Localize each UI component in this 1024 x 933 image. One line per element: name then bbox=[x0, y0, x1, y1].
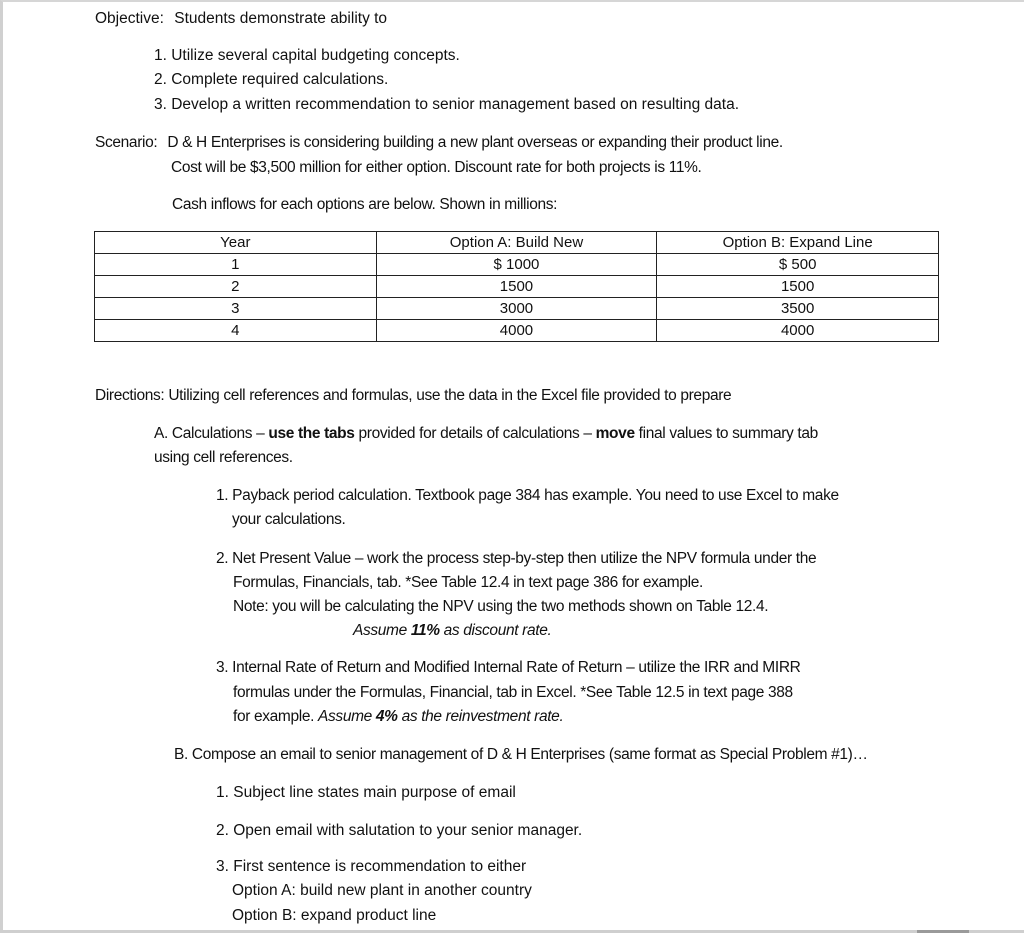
header-option-a: Option A: Build New bbox=[376, 232, 657, 254]
email-item-subject: 1. Subject line states main purpose of email bbox=[216, 784, 516, 801]
directions-a-mid: provided for details of calculations – bbox=[354, 425, 596, 442]
directions-a-line-1 bbox=[154, 425, 818, 443]
irr-line-3-pre: for example. bbox=[233, 708, 319, 725]
npv-item-line-3: Note: you will be calculating the NPV using the two methods shown on Table 12.4. bbox=[233, 598, 769, 615]
table-header-row bbox=[95, 232, 939, 254]
npv-discount-rate: 11% bbox=[410, 622, 440, 639]
header-option-b: Option B: Expand Line bbox=[657, 232, 939, 254]
npv-assume-line bbox=[353, 622, 551, 640]
year-cell: 2 bbox=[95, 276, 377, 298]
year-cell: 1 bbox=[95, 254, 377, 276]
directions-a-bold-tabs: use the tabs bbox=[268, 425, 355, 442]
directions-a-bold-move: move bbox=[595, 425, 635, 442]
cash-inflows-intro: Cash inflows for each options are below. Shown in millions: bbox=[172, 196, 558, 213]
scenario-line-2: Cost will be $3,500 million for either option. Discount rate for both projects is 11%. bbox=[171, 159, 702, 176]
irr-assume-pre: Assume bbox=[318, 708, 376, 725]
directions-b: B. Compose an email to senior management of D & H Enterprises (same format as Special Problem #1)… bbox=[174, 746, 868, 763]
objective-text: Students demonstrate ability to bbox=[174, 10, 388, 27]
year-cell: 4 bbox=[95, 320, 377, 342]
irr-item-line-3 bbox=[233, 708, 563, 726]
irr-assume-post: as the reinvestment rate. bbox=[397, 708, 564, 725]
objective-item-2: 2. Complete required calculations. bbox=[154, 71, 389, 88]
email-option-b: Option B: expand product line bbox=[232, 907, 437, 924]
directions-a-suffix: final values to summary tab bbox=[634, 425, 818, 442]
directions-a-line-2: using cell references. bbox=[154, 449, 293, 466]
email-item-salutation: 2. Open email with salutation to your senior manager. bbox=[216, 822, 583, 839]
scenario-label: Scenario: bbox=[95, 134, 158, 151]
table-row bbox=[95, 298, 939, 320]
objective-item-3: 3. Develop a written recommendation to senior management based on resulting data. bbox=[154, 96, 740, 113]
table-row bbox=[95, 276, 939, 298]
header-year: Year bbox=[95, 232, 377, 254]
option-a-cell: 3000 bbox=[376, 298, 657, 320]
npv-assume-post: as discount rate. bbox=[439, 622, 552, 639]
scenario-text: D & H Enterprises is considering building a new plant overseas or expanding their product line. bbox=[167, 134, 783, 151]
payback-item-line-2: your calculations. bbox=[232, 511, 346, 528]
email-item-first-sentence: 3. First sentence is recommendation to either bbox=[216, 858, 527, 875]
cash-inflows-table bbox=[94, 231, 939, 342]
objective-item-1: 1. Utilize several capital budgeting concepts. bbox=[154, 47, 460, 64]
option-b-cell: 4000 bbox=[657, 320, 939, 342]
directions-a-prefix: A. Calculations – bbox=[154, 425, 269, 442]
irr-item-line-2: formulas under the Formulas, Financial, tab in Excel. *See Table 12.5 in text page 388 bbox=[233, 684, 793, 701]
payback-item-line-1: 1. Payback period calculation. Textbook page 384 has example. You need to use Excel to make bbox=[216, 487, 839, 504]
npv-item-line-2: Formulas, Financials, tab. *See Table 12.4 in text page 386 for example. bbox=[233, 574, 703, 591]
option-b-cell: 1500 bbox=[657, 276, 939, 298]
irr-item-line-1: 3. Internal Rate of Return and Modified Internal Rate of Return – utilize the IRR and MIRR bbox=[216, 659, 801, 676]
scenario-line-1 bbox=[95, 134, 783, 152]
email-option-a: Option A: build new plant in another country bbox=[232, 882, 532, 899]
table-row bbox=[95, 320, 939, 342]
directions-intro: Directions: Utilizing cell references and formulas, use the data in the Excel file provided to prepare bbox=[95, 387, 732, 404]
option-b-cell: $ 500 bbox=[657, 254, 939, 276]
objective-heading bbox=[95, 10, 387, 28]
option-a-cell: $ 1000 bbox=[376, 254, 657, 276]
table-row bbox=[95, 254, 939, 276]
irr-reinvestment-rate: 4% bbox=[375, 708, 398, 725]
option-b-cell: 3500 bbox=[657, 298, 939, 320]
objective-label: Objective: bbox=[95, 10, 164, 27]
option-a-cell: 1500 bbox=[376, 276, 657, 298]
npv-item-line-1: 2. Net Present Value – work the process step-by-step then utilize the NPV formula under the bbox=[216, 550, 817, 567]
year-cell: 3 bbox=[95, 298, 377, 320]
npv-assume-pre: Assume bbox=[353, 622, 411, 639]
option-a-cell: 4000 bbox=[376, 320, 657, 342]
